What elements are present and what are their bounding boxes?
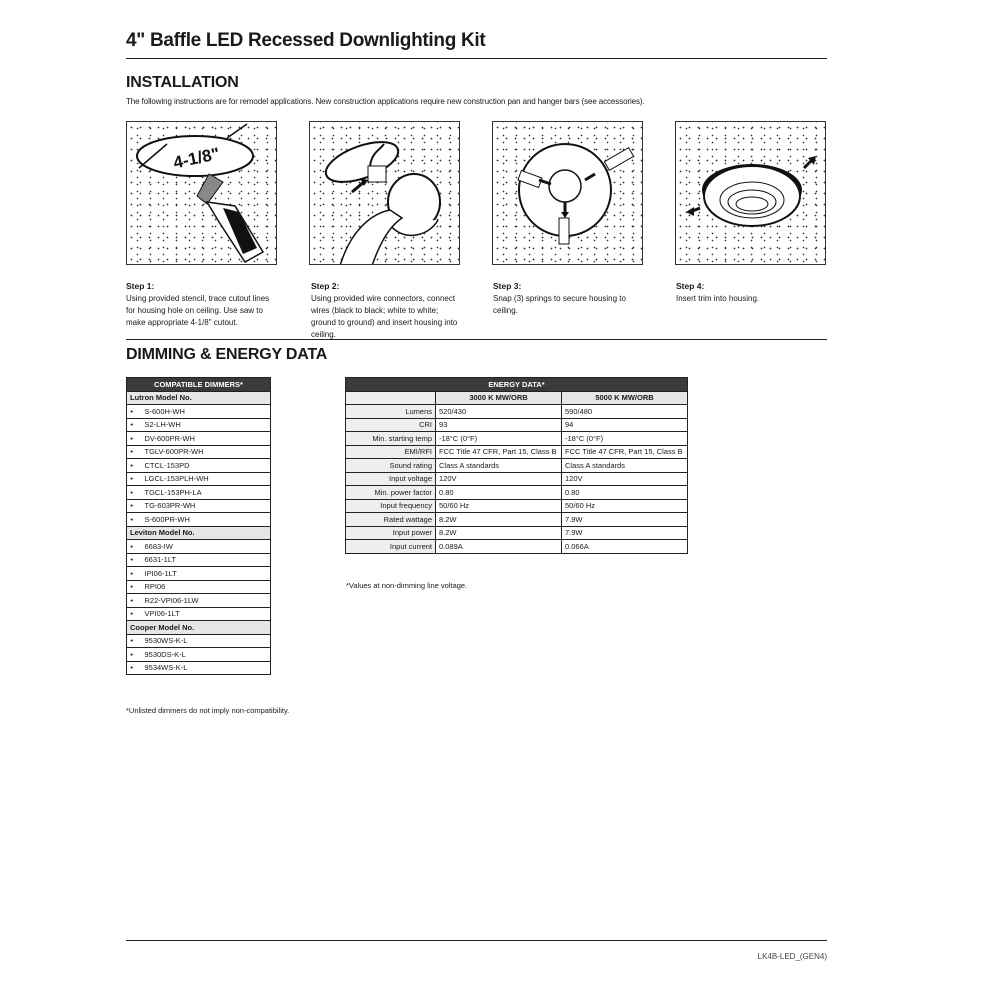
energy-row-label: EMI/RFI: [346, 445, 436, 459]
compatible-dimmers-table: [126, 377, 271, 675]
dimmer-row: [127, 459, 271, 473]
bullet-icon: •: [127, 432, 137, 446]
bullet-icon: •: [127, 540, 137, 554]
dimmer-model: DV-600PR-WH: [137, 432, 271, 446]
dimmer-row: [127, 553, 271, 567]
energy-value-3000k: 0.089A: [436, 540, 562, 554]
step-3-description: Snap (3) springs to secure housing to ceiling.: [493, 294, 626, 315]
dimmer-row: [127, 634, 271, 648]
energy-value-5000k: 7.9W: [562, 526, 688, 540]
dimmer-row: [127, 405, 271, 419]
energy-col-5000k: 5000 K MW/ORB: [562, 391, 688, 405]
dimmer-row: [127, 607, 271, 621]
cutout-label: 4-1/8": [171, 144, 222, 173]
bullet-icon: •: [127, 594, 137, 608]
section-rule: [126, 339, 827, 340]
dimmer-group-heading: Lutron Model No.: [127, 391, 271, 405]
energy-row: [346, 526, 688, 540]
bullet-icon: •: [127, 580, 137, 594]
bullet-icon: •: [127, 445, 137, 459]
installation-intro: The following instructions are for remodel applications. New construction applications require new construction pan and hanger bars (see accessories).: [126, 97, 645, 106]
dimmer-group-heading: Cooper Model No.: [127, 621, 271, 635]
dimmer-model: 6631-1LT: [137, 553, 271, 567]
bullet-icon: •: [127, 459, 137, 473]
energy-col-3000k: 3000 K MW/ORB: [436, 391, 562, 405]
energy-value-5000k: 0.80: [562, 486, 688, 500]
energy-value-5000k: 50/60 Hz: [562, 499, 688, 513]
dimmer-row: [127, 648, 271, 662]
dimmer-row: [127, 661, 271, 675]
step-1-title: Step 1:: [126, 281, 155, 291]
bullet-icon: •: [127, 499, 137, 513]
energy-row: [346, 445, 688, 459]
energy-row: [346, 513, 688, 527]
dimmer-model: RPI06: [137, 580, 271, 594]
energy-row-label: Input current: [346, 540, 436, 554]
dimmer-model: 9530WS-K-L: [137, 634, 271, 648]
document-title: 4" Baffle LED Recessed Downlighting Kit: [126, 30, 486, 51]
energy-value-3000k: 120V: [436, 472, 562, 486]
dimmer-model: VPI06-1LT: [137, 607, 271, 621]
dimmer-row: [127, 445, 271, 459]
installation-heading: INSTALLATION: [126, 74, 239, 91]
dimmer-row: [127, 513, 271, 527]
dimmer-model: TGCL-153PH-LA: [137, 486, 271, 500]
dimmer-row: [127, 540, 271, 554]
document-code: LK4B-LED_(GEN4): [757, 952, 827, 961]
dimmer-model: 6683-IW: [137, 540, 271, 554]
energy-value-3000k: FCC Title 47 CFR, Part 15, Class B: [436, 445, 562, 459]
energy-row: [346, 486, 688, 500]
energy-value-3000k: 8.2W: [436, 526, 562, 540]
energy-data-table: [345, 377, 688, 554]
energy-row: [346, 418, 688, 432]
energy-value-5000k: 120V: [562, 472, 688, 486]
dimmer-model: LGCL-153PLH-WH: [137, 472, 271, 486]
step-4-illustration: [675, 121, 826, 265]
bullet-icon: •: [127, 567, 137, 581]
step-1-illustration: [126, 121, 277, 265]
step-3-title: Step 3:: [493, 281, 522, 291]
energy-note: *Values at non-dimming line voltage.: [346, 581, 468, 590]
energy-value-3000k: 50/60 Hz: [436, 499, 562, 513]
dimming-heading: DIMMING & ENERGY DATA: [126, 346, 328, 363]
dimmer-group-heading: Leviton Model No.: [127, 526, 271, 540]
energy-row-label: Rated wattage: [346, 513, 436, 527]
dimmer-row: [127, 486, 271, 500]
energy-header: ENERGY DATA*: [346, 378, 688, 392]
title-rule: [126, 58, 827, 59]
dimmer-row: [127, 499, 271, 513]
energy-value-3000k: Class A standards: [436, 459, 562, 473]
dimmer-row: [127, 580, 271, 594]
dimmer-row: [127, 432, 271, 446]
bullet-icon: •: [127, 607, 137, 621]
step-4-title: Step 4:: [676, 281, 705, 291]
energy-value-3000k: 520/430: [436, 405, 562, 419]
energy-row-label: Sound rating: [346, 459, 436, 473]
energy-row-label: Min. power factor: [346, 486, 436, 500]
step-2-illustration: [309, 121, 460, 265]
energy-row-label: Input frequency: [346, 499, 436, 513]
dimmer-model: S-600PR-WH: [137, 513, 271, 527]
energy-value-5000k: 590/480: [562, 405, 688, 419]
energy-value-5000k: 7.9W: [562, 513, 688, 527]
energy-value-5000k: 94: [562, 418, 688, 432]
dimmer-row: [127, 472, 271, 486]
dimmer-model: TGLV-600PR-WH: [137, 445, 271, 459]
dimmer-row: [127, 594, 271, 608]
energy-row: [346, 432, 688, 446]
step-3-illustration: [492, 121, 643, 265]
bullet-icon: •: [127, 634, 137, 648]
energy-row-label: Input power: [346, 526, 436, 540]
dimmer-note: *Unlisted dimmers do not imply non-compatibility.: [126, 706, 290, 715]
bullet-icon: •: [127, 418, 137, 432]
dimmer-model: IPI06-1LT: [137, 567, 271, 581]
energy-row: [346, 459, 688, 473]
dimmer-model: 9530DS-K-L: [137, 648, 271, 662]
bullet-icon: •: [127, 472, 137, 486]
bullet-icon: •: [127, 648, 137, 662]
dimmer-model: R22-VPI06-1LW: [137, 594, 271, 608]
energy-row-label: Lumens: [346, 405, 436, 419]
bullet-icon: •: [127, 553, 137, 567]
dimmer-model: S-600H-WH: [137, 405, 271, 419]
energy-row-label: CRI: [346, 418, 436, 432]
footer-rule: [126, 940, 827, 941]
energy-value-3000k: 0.80: [436, 486, 562, 500]
energy-corner-cell: [346, 391, 436, 405]
step-4-description: Insert trim into housing.: [676, 294, 760, 303]
bullet-icon: •: [127, 661, 137, 675]
bullet-icon: •: [127, 513, 137, 527]
energy-value-5000k: -18°C (0°F): [562, 432, 688, 446]
energy-value-5000k: 0.066A: [562, 540, 688, 554]
energy-row: [346, 405, 688, 419]
dimmer-model: S2-LH-WH: [137, 418, 271, 432]
step-1-description: Using provided stencil, trace cutout lines for housing hole on ceiling. Use saw to make appropriate 4-1/8" cutout.: [126, 294, 270, 327]
energy-value-5000k: FCC Title 47 CFR, Part 15, Class B: [562, 445, 688, 459]
dimmer-model: TG-603PR-WH: [137, 499, 271, 513]
step-2-description: Using provided wire connectors, connect wires (black to black; white to white; ground to ground) and insert housing into ceiling.: [311, 294, 458, 339]
bullet-icon: •: [127, 486, 137, 500]
energy-row-label: Input voltage: [346, 472, 436, 486]
dimmer-row: [127, 418, 271, 432]
bullet-icon: •: [127, 405, 137, 419]
energy-row-label: Min. starting temp: [346, 432, 436, 446]
energy-row: [346, 499, 688, 513]
energy-row: [346, 472, 688, 486]
energy-value-3000k: 93: [436, 418, 562, 432]
step-2-title: Step 2:: [311, 281, 340, 291]
energy-value-3000k: 8.2W: [436, 513, 562, 527]
dimmer-model: CTCL-153PD: [137, 459, 271, 473]
dimmers-header: COMPATIBLE DIMMERS*: [127, 378, 271, 392]
energy-value-5000k: Class A standards: [562, 459, 688, 473]
dimmer-row: [127, 567, 271, 581]
energy-value-3000k: -18°C (0°F): [436, 432, 562, 446]
energy-row: [346, 540, 688, 554]
dimmer-model: 9534WS-K-L: [137, 661, 271, 675]
